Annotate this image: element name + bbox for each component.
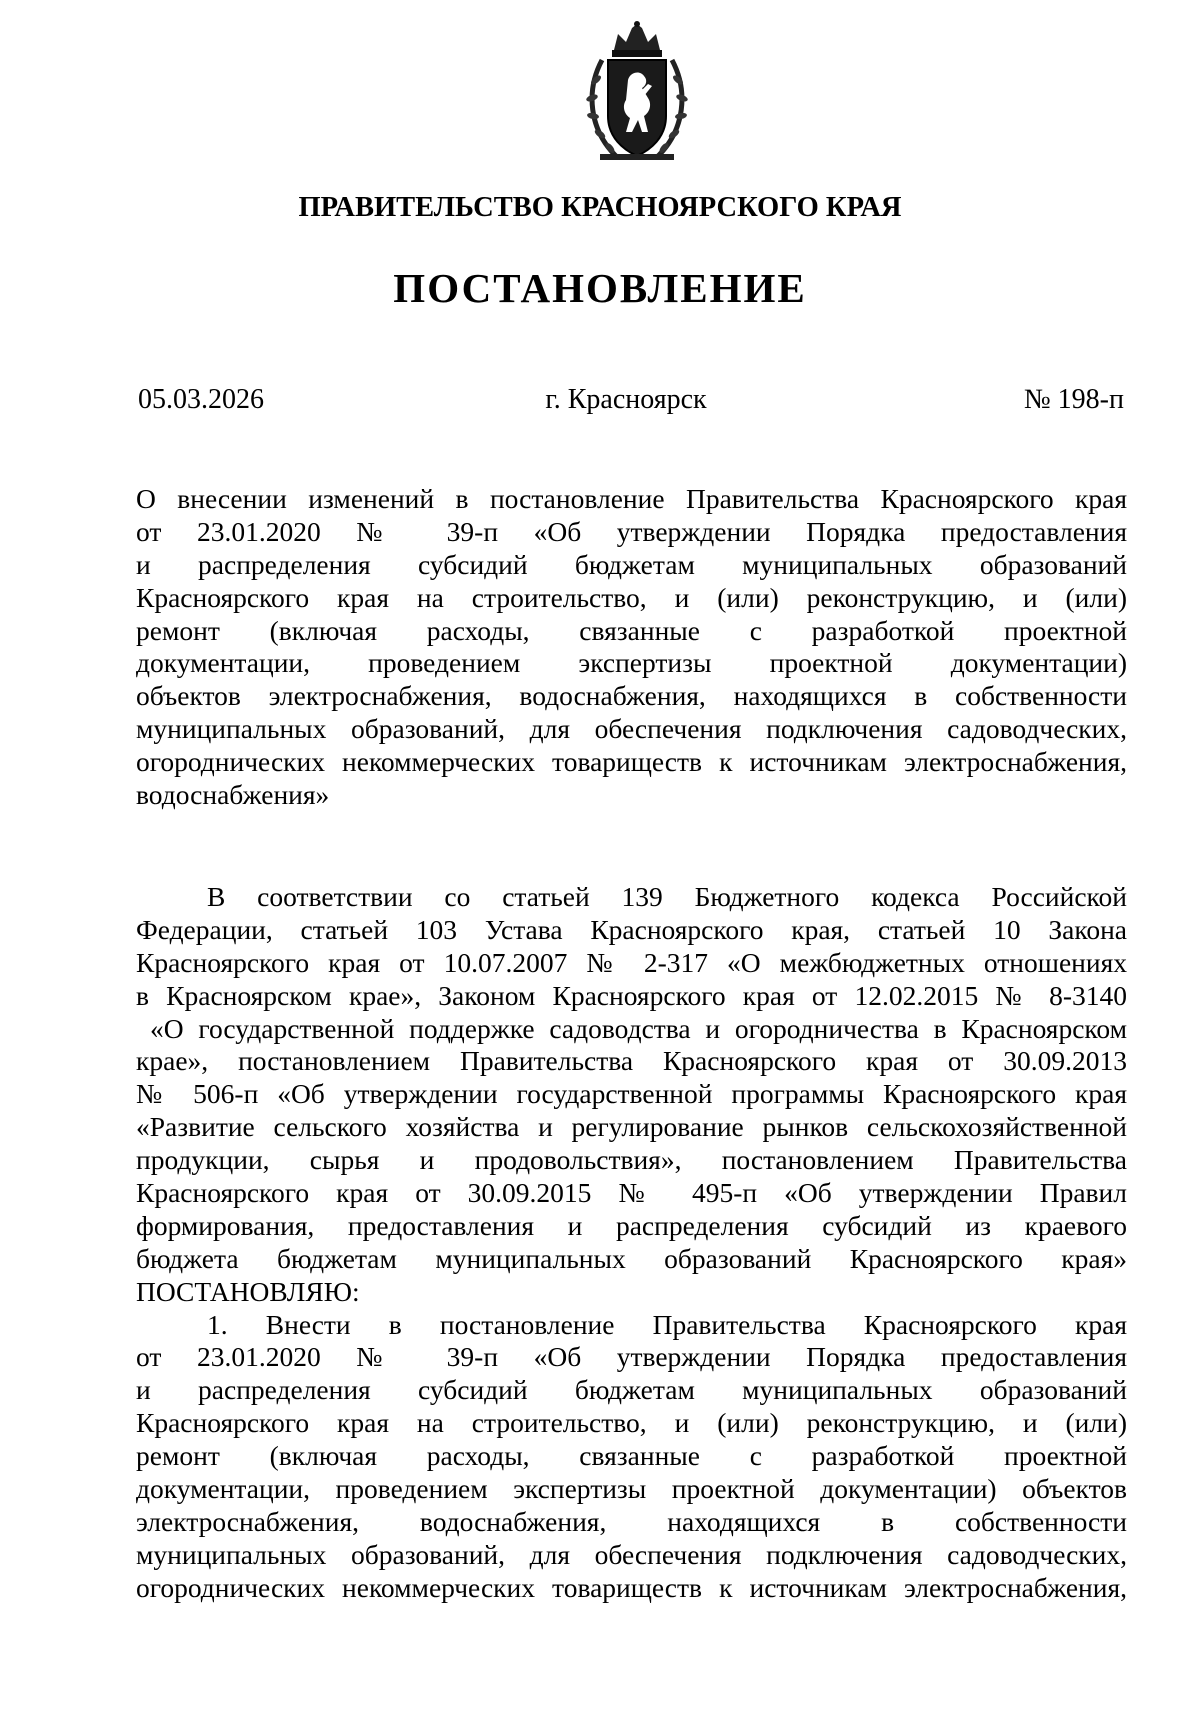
subject-line: объектов электроснабжения, водоснабжения, находящихся в собственности [136, 680, 1127, 712]
body-line: «О государственной поддержке садоводства и огородничества в Красноярском [150, 1012, 1127, 1044]
body-line: продукции, сырья и продовольствия», постановлением Правительства [136, 1144, 1127, 1176]
body-line: от 23.01.2020 № 39-п «Об утверждении Порядка предоставления [136, 1341, 1127, 1373]
body-line: огороднических некоммерческих товариществ к источникам электроснабжения, [136, 1571, 1127, 1603]
body-line: Красноярского края от 30.09.2015 № 495-п «Об утверждении Правил [136, 1177, 1127, 1209]
body-line: крае», постановлением Правительства Красноярского края от 30.09.2013 [136, 1045, 1127, 1077]
krasnoyarsk-coat-of-arms-icon [578, 20, 696, 170]
body-line: 1. Внести в постановление Правительства Красноярского края [207, 1308, 1127, 1340]
body-line: ПОСТАНОВЛЯЮ: [136, 1275, 360, 1307]
body-line: электроснабжения, водоснабжения, находящихся в собственности [136, 1505, 1127, 1537]
subject-line: О внесении изменений в постановление Правительства Красноярского края [136, 483, 1127, 514]
subject-line: от 23.01.2020 № 39-п «Об утверждении Порядка предоставления [136, 515, 1127, 547]
subject-line: огороднических некоммерческих товариществ к источникам электроснабжения, [136, 746, 1127, 778]
document-date: 05.03.2026 [138, 384, 264, 415]
body-line: «Развитие сельского хозяйства и регулирование рынков сельскохозяйственной [136, 1111, 1127, 1143]
body-line: в Красноярском крае», Законом Красноярского края от 12.02.2015 № 8-3140 [136, 979, 1127, 1011]
body-line: В соответствии со статьей 139 Бюджетного кодекса Российской [207, 881, 1127, 912]
body-line: и распределения субсидий бюджетам муниципальных образований [136, 1374, 1127, 1406]
body-line: муниципальных образований, для обеспечения подключения садоводческих, [136, 1538, 1127, 1570]
body-line: Красноярского края от 10.07.2007 № 2-317 «О межбюджетных отношениях [136, 946, 1127, 978]
body-line: Красноярского края на строительство, и (или) реконструкцию, и (или) [136, 1407, 1127, 1439]
subject-line: муниципальных образований, для обеспечения подключения садоводческих, [136, 713, 1127, 745]
subject-line: водоснабжения» [136, 779, 330, 811]
subject-line: и распределения субсидий бюджетам муниципальных образований [136, 548, 1127, 580]
subject-line: Красноярского края на строительство, и (или) реконструкцию, и (или) [136, 581, 1127, 613]
subject-line: документации, проведением экспертизы проектной документации) [136, 647, 1127, 679]
organization-name: ПРАВИТЕЛЬСТВО КРАСНОЯРСКОГО КРАЯ [298, 192, 902, 223]
body-line: бюджета бюджетам муниципальных образований Красноярского края» [136, 1242, 1127, 1274]
document-body [136, 881, 1127, 1605]
body-line: документации, проведением экспертизы проектной документации) объектов [136, 1473, 1127, 1505]
body-line: ремонт (включая расходы, связанные с разработкой проектной [136, 1440, 1127, 1472]
body-line: формирования, предоставления и распределения субсидий из краевого [136, 1209, 1127, 1241]
document-number: № 198-п [1023, 384, 1124, 415]
document-type-title: ПОСТАНОВЛЕНИЕ [393, 265, 807, 311]
subject-line: ремонт (включая расходы, связанные с разработкой проектной [136, 614, 1127, 646]
body-line: № 506-п «Об утверждении государственной программы Красноярского края [136, 1078, 1127, 1110]
document-city: г. Красноярск [545, 384, 707, 415]
body-line: Федерации, статьей 103 Устава Красноярского края, статьей 10 Закона [136, 913, 1127, 945]
document-subject [136, 483, 1127, 812]
